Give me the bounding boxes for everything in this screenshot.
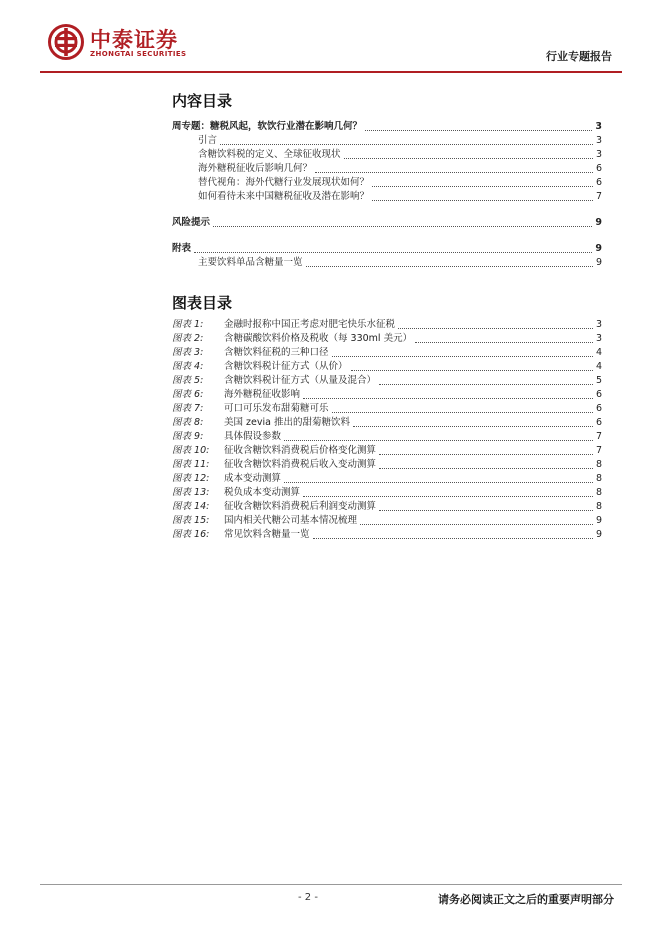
toc-entry-page: 3 bbox=[595, 121, 602, 132]
toc-entry-page: 3 bbox=[595, 135, 602, 146]
toc-dot-leader bbox=[379, 384, 593, 385]
figure-number: 图表 6: bbox=[172, 389, 204, 400]
figure-number: 图表 8: bbox=[172, 417, 204, 428]
toc-entry-label: 周专题：糖税风起，软饮行业潜在影响几何？ bbox=[172, 121, 363, 132]
toc-dot-leader bbox=[379, 510, 593, 511]
figure-list-entry[interactable] bbox=[172, 472, 602, 486]
figure-number: 图表 13: bbox=[172, 487, 210, 498]
figure-title: 税负成本变动测算 bbox=[224, 487, 301, 498]
page-header bbox=[0, 0, 662, 72]
toc-entry-label: 主要饮料单品含糖量一览 bbox=[198, 257, 303, 268]
figure-list-entry[interactable] bbox=[172, 332, 602, 346]
toc-section-entry[interactable] bbox=[172, 256, 602, 270]
figure-title: 国内相关代糖公司基本情况梳理 bbox=[224, 515, 358, 526]
figure-number: 图表 16: bbox=[172, 529, 210, 540]
figure-page: 9 bbox=[595, 529, 602, 540]
toc-chapter-entry[interactable] bbox=[172, 216, 602, 230]
figure-title: 征收含糖饮料消费税后收入变动测算 bbox=[224, 459, 377, 470]
toc-dot-leader bbox=[194, 252, 592, 253]
figure-list-entry[interactable] bbox=[172, 346, 602, 360]
figure-title: 含糖饮料征税的三种口径 bbox=[224, 347, 329, 358]
toc-chapter-entry[interactable] bbox=[172, 120, 602, 134]
toc-dot-leader bbox=[344, 158, 593, 159]
logo-text-cn: 中泰证券 bbox=[90, 28, 178, 52]
logo-text-en: ZHONGTAI SECURITIES bbox=[90, 50, 187, 58]
figure-title: 常见饮料含糖量一览 bbox=[224, 529, 310, 540]
figure-list-entry[interactable] bbox=[172, 528, 602, 542]
figure-title: 美国 zevia 推出的甜菊糖饮料 bbox=[224, 417, 350, 428]
page-number: - 2 - bbox=[298, 892, 318, 903]
figure-page: 8 bbox=[595, 459, 602, 470]
toc-dot-leader bbox=[284, 440, 593, 441]
figure-title: 成本变动测算 bbox=[224, 473, 282, 484]
figure-number: 图表 12: bbox=[172, 473, 210, 484]
toc-section-entry[interactable] bbox=[172, 148, 602, 162]
toc-entry-page: 6 bbox=[595, 177, 602, 188]
toc-dot-leader bbox=[313, 538, 593, 539]
figure-page: 5 bbox=[595, 375, 602, 386]
contents-list bbox=[172, 120, 602, 270]
figure-list-entry[interactable] bbox=[172, 318, 602, 332]
figure-list-entry[interactable] bbox=[172, 430, 602, 444]
toc-entry-page: 9 bbox=[595, 257, 602, 268]
figure-number: 图表 2: bbox=[172, 333, 204, 344]
toc-dot-leader bbox=[415, 342, 593, 343]
figure-list-entry[interactable] bbox=[172, 402, 602, 416]
toc-dot-leader bbox=[284, 482, 593, 483]
toc-dot-leader bbox=[372, 186, 593, 187]
toc-dot-leader bbox=[351, 370, 593, 371]
figure-list-entry[interactable] bbox=[172, 444, 602, 458]
figure-list-entry[interactable] bbox=[172, 416, 602, 430]
figure-page: 6 bbox=[595, 389, 602, 400]
figure-number: 图表 14: bbox=[172, 501, 210, 512]
figure-title: 含糖饮料税计征方式（从量及混合） bbox=[224, 375, 377, 386]
toc-dot-leader bbox=[303, 496, 593, 497]
toc-section-entry[interactable] bbox=[172, 190, 602, 204]
figure-list-entry[interactable] bbox=[172, 360, 602, 374]
toc-gap bbox=[172, 230, 602, 242]
figure-page: 7 bbox=[595, 431, 602, 442]
figures-title: 图表目录 bbox=[172, 294, 233, 312]
figure-number: 图表 5: bbox=[172, 375, 204, 386]
figure-list-entry[interactable] bbox=[172, 374, 602, 388]
figure-title: 征收含糖饮料消费税后利润变动测算 bbox=[224, 501, 377, 512]
figure-number: 图表 7: bbox=[172, 403, 204, 414]
toc-entry-label: 附表 bbox=[172, 243, 192, 254]
toc-chapter-entry[interactable] bbox=[172, 242, 602, 256]
figure-page: 8 bbox=[595, 487, 602, 498]
figure-number: 图表 11: bbox=[172, 459, 210, 470]
toc-entry-page: 3 bbox=[595, 149, 602, 160]
figure-title: 金融时报称中国正考虑对肥宅快乐水征税 bbox=[224, 319, 396, 330]
toc-entry-label: 引言 bbox=[198, 135, 218, 146]
figure-number: 图表 15: bbox=[172, 515, 210, 526]
toc-gap bbox=[172, 204, 602, 216]
figure-page: 4 bbox=[595, 347, 602, 358]
toc-entry-label: 如何看待未来中国糖税征收及潜在影响？ bbox=[198, 191, 370, 202]
toc-dot-leader bbox=[315, 172, 593, 173]
toc-dot-leader bbox=[353, 426, 593, 427]
figure-page: 7 bbox=[595, 445, 602, 456]
figure-page: 6 bbox=[595, 417, 602, 428]
toc-entry-page: 9 bbox=[595, 217, 602, 228]
figure-number: 图表 9: bbox=[172, 431, 204, 442]
figure-number: 图表 3: bbox=[172, 347, 204, 358]
figure-list-entry[interactable] bbox=[172, 500, 602, 514]
toc-entry-label: 替代视角：海外代糖行业发展现状如何？ bbox=[198, 177, 370, 188]
figure-number: 图表 1: bbox=[172, 319, 204, 330]
figure-page: 9 bbox=[595, 515, 602, 526]
report-type: 行业专题报告 bbox=[546, 50, 612, 63]
toc-entry-label: 海外糖税征收后影响几何？ bbox=[198, 163, 313, 174]
toc-section-entry[interactable] bbox=[172, 162, 602, 176]
toc-dot-leader bbox=[372, 200, 593, 201]
toc-entry-page: 6 bbox=[595, 163, 602, 174]
figure-title: 征收含糖饮料消费税后价格变化测算 bbox=[224, 445, 377, 456]
figure-page: 3 bbox=[595, 319, 602, 330]
figure-title: 海外糖税征收影响 bbox=[224, 389, 301, 400]
toc-entry-label: 风险提示 bbox=[172, 217, 211, 228]
toc-entry-page: 7 bbox=[595, 191, 602, 202]
figure-list-entry[interactable] bbox=[172, 486, 602, 500]
figure-title: 含糖饮料税计征方式（从价） bbox=[224, 361, 348, 372]
figure-page: 8 bbox=[595, 501, 602, 512]
toc-entry-label: 含糖饮料税的定义、全球征收现状 bbox=[198, 149, 341, 160]
toc-dot-leader bbox=[332, 412, 593, 413]
toc-dot-leader bbox=[379, 454, 593, 455]
figures-list bbox=[172, 318, 602, 542]
figure-page: 4 bbox=[595, 361, 602, 372]
toc-dot-leader bbox=[213, 226, 592, 227]
toc-entry-page: 9 bbox=[595, 243, 602, 254]
toc-section-entry[interactable] bbox=[172, 134, 602, 148]
zhongtai-logo-icon bbox=[48, 24, 84, 60]
figure-number: 图表 10: bbox=[172, 445, 210, 456]
figure-list-entry[interactable] bbox=[172, 458, 602, 472]
figure-page: 8 bbox=[595, 473, 602, 484]
toc-dot-leader bbox=[306, 266, 593, 267]
toc-dot-leader bbox=[360, 524, 593, 525]
figure-page: 3 bbox=[595, 333, 602, 344]
toc-dot-leader bbox=[303, 398, 593, 399]
figure-title: 具体假设参数 bbox=[224, 431, 282, 442]
toc-dot-leader bbox=[398, 328, 593, 329]
figure-page: 6 bbox=[595, 403, 602, 414]
toc-section-entry[interactable] bbox=[172, 176, 602, 190]
toc-dot-leader bbox=[379, 468, 593, 469]
toc-dot-leader bbox=[220, 144, 593, 145]
footer-divider bbox=[40, 884, 622, 885]
toc-dot-leader bbox=[332, 356, 593, 357]
figure-title: 可口可乐发布甜菊糖可乐 bbox=[224, 403, 329, 414]
disclaimer-note: 请务必阅读正文之后的重要声明部分 bbox=[438, 893, 614, 906]
header-divider bbox=[40, 71, 622, 73]
figure-title: 含糖碳酸饮料价格及税收（每 330ml 美元） bbox=[224, 333, 413, 344]
toc-dot-leader bbox=[365, 130, 592, 131]
figure-list-entry[interactable] bbox=[172, 388, 602, 402]
figure-list-entry[interactable] bbox=[172, 514, 602, 528]
contents-title: 内容目录 bbox=[172, 92, 233, 110]
figure-number: 图表 4: bbox=[172, 361, 204, 372]
